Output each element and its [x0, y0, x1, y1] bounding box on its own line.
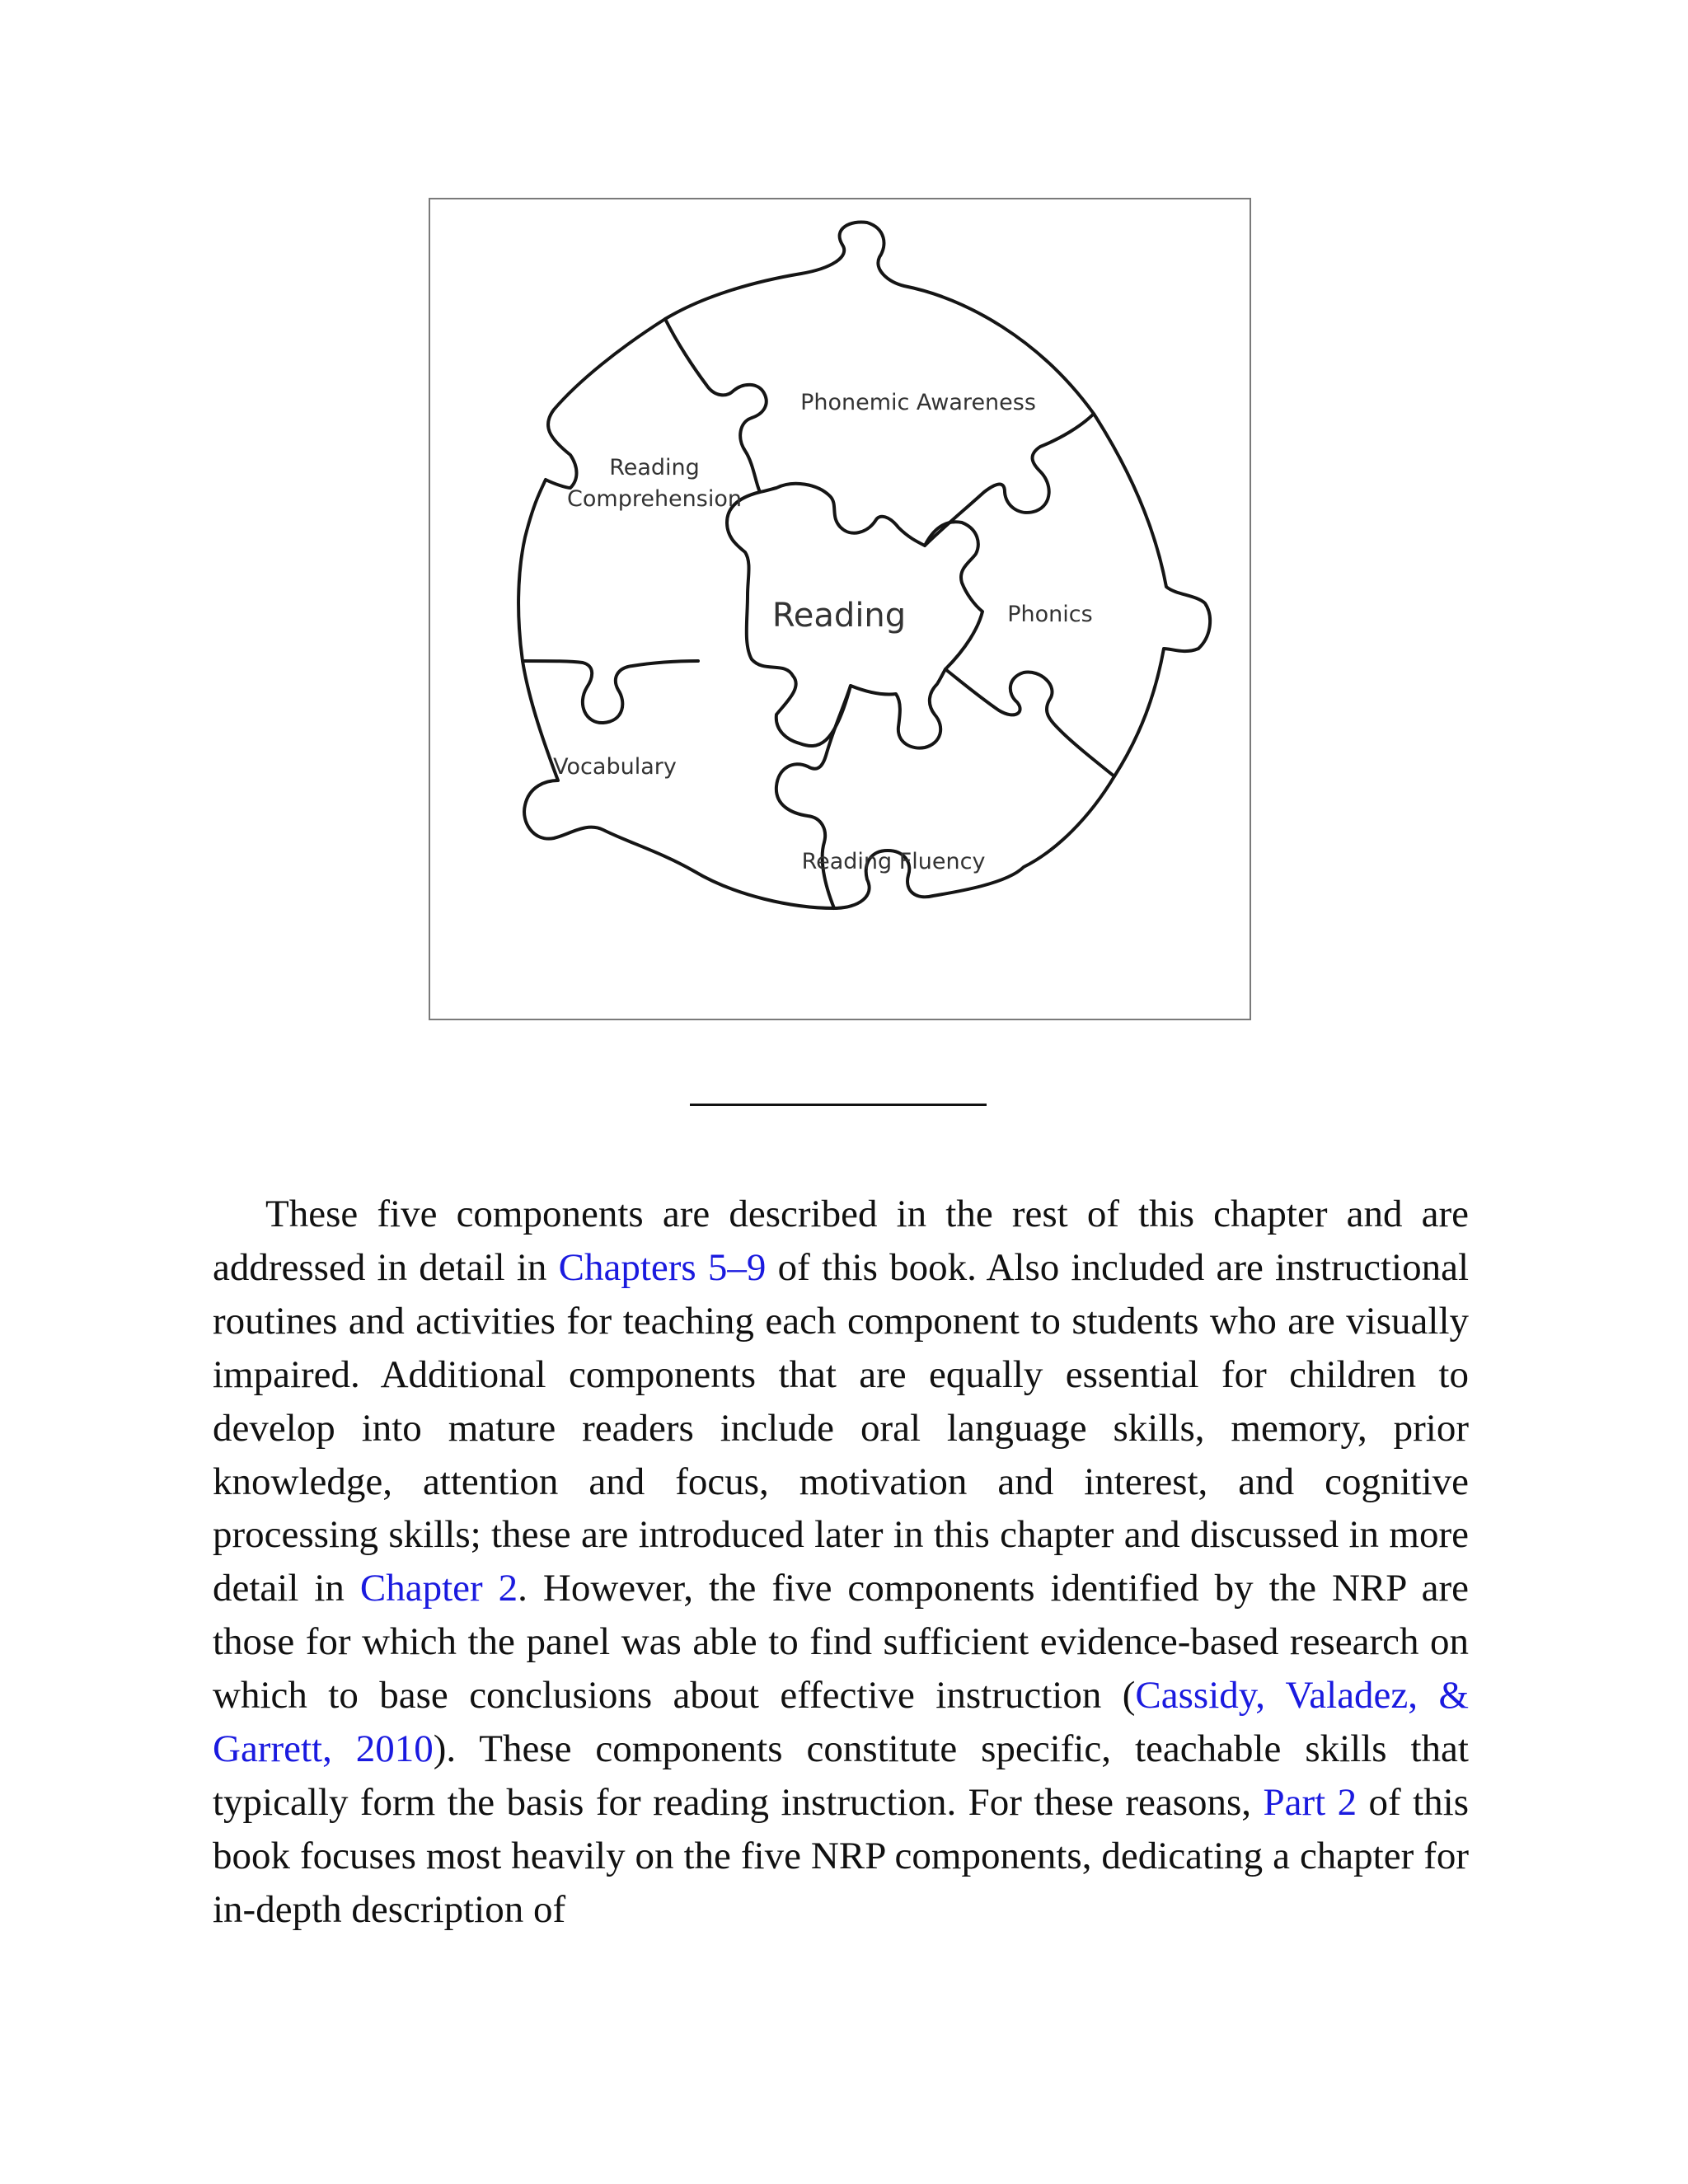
paragraph-text-1: These five components are described in the rest of this chapter and are addressed in detail in [213, 1193, 1469, 1289]
chapter-2-link[interactable]: Chapter 2 [359, 1567, 518, 1610]
reading-fluency-label: Reading Fluency [801, 849, 986, 874]
paragraph-text-2: of this book. Also included are instructional routines and activities for teaching each component to students who are visually impaired. Additional components that are equally essential for children to develop into mature readers include oral language skills, memory, prior knowledge, attention and focus, motivation and interest, and cognitive processing skills; these are introduced later in this chapter and discussed in more detail in [213, 1245, 1470, 1610]
puzzle-diagram [430, 199, 1250, 1019]
reading-comprehension-label-line1: Reading [609, 455, 700, 480]
center-reading-label: Reading [771, 597, 907, 635]
citation-link[interactable]: Cassidy, Valadez, & Garrett, 2010 [213, 1674, 1470, 1771]
puzzle-figure [429, 198, 1251, 1020]
paragraph-text-5: of this book focuses most heavily on the five NRP components, dedicating a chapter for in-depth description of [213, 1780, 1469, 1931]
part-2-link[interactable]: Part 2 [1263, 1780, 1357, 1824]
divider-phonemic-phonics [925, 414, 1094, 546]
body-paragraph [213, 1188, 1469, 1937]
phonics-label: Phonics [1007, 602, 1093, 627]
divider-phonics-fluency [945, 669, 1114, 776]
reading-comprehension-label-line2: Comprehension [567, 486, 742, 512]
divider-vocabulary-comprehension [523, 661, 698, 723]
paragraph-text-3: . However, the five components identified by the NRP are those for which the panel was able to find sufficient evidence-based research on which to base conclusions about effective instruction ( [213, 1567, 1470, 1718]
paragraph-text-4: ). These components constitute specific, teachable skills that typically form the basis for reading instruction. For these reasons, [213, 1727, 1469, 1824]
outer-ring-outline [518, 222, 1210, 908]
chapters-5-9-link[interactable]: Chapters 5–9 [558, 1245, 767, 1289]
phonemic-awareness-label: Phonemic Awareness [800, 390, 1036, 415]
vocabulary-label: Vocabulary [553, 754, 677, 780]
section-separator-rule [690, 1104, 987, 1106]
